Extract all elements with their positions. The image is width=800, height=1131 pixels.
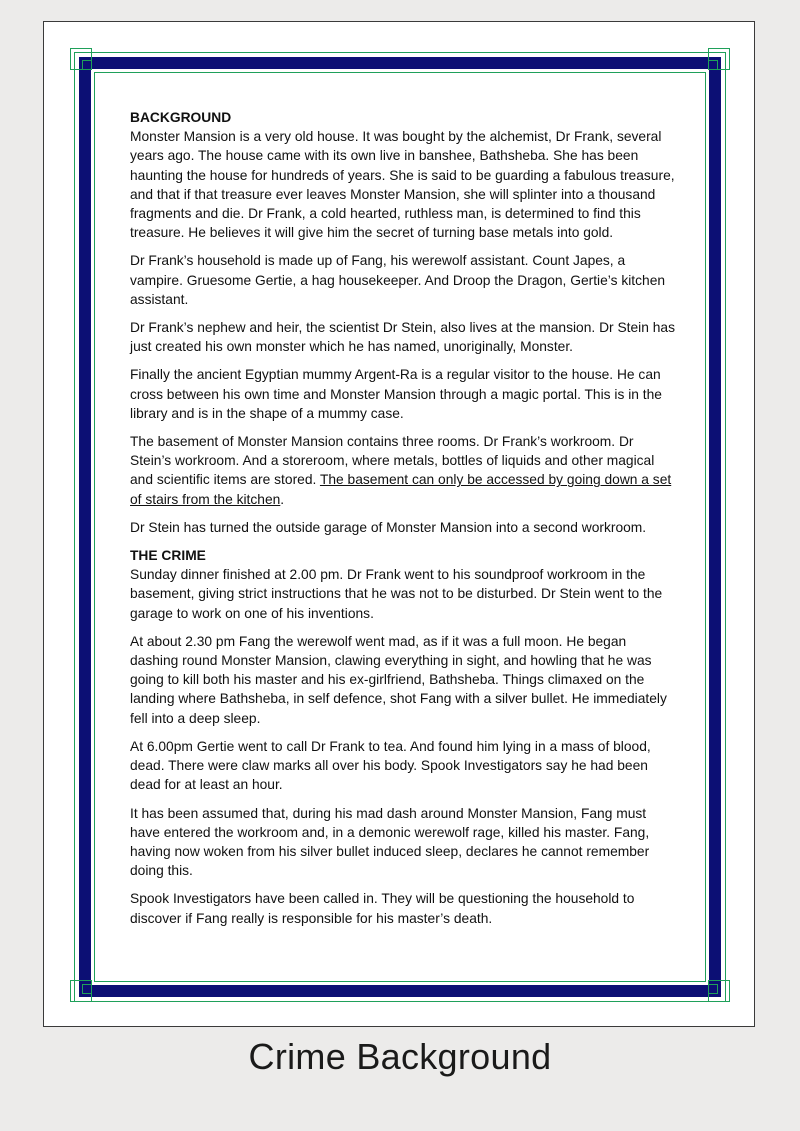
paragraph: Monster Mansion is a very old house. It was bought by the alchemist, Dr Frank, several years ago. The house came with its own live in banshee, Bathsheba. She has been haunting the house for hundreds of years. She is said to be guarding a fabulous treasure, and that if that treasure ever leaves Monster Mansion, she will splinter into a thousand fragments and die. Dr Frank, a cold hearted, ruthless man, is determined to find this treasure. He believes it will give him the secret of turning base metals into gold. <box>130 129 675 241</box>
document-body <box>130 108 675 937</box>
frame-corner-ornament <box>82 60 92 70</box>
paragraph: Finally the ancient Egyptian mummy Argent-Ra is a regular visitor to the house. He can cross between his own time and Monster Mansion through a magic portal. This is in the library and is in the shape of a mummy case. <box>130 367 662 421</box>
paragraph: Spook Investigators have been called in. They will be questioning the household to discover if Fang really is responsible for his master’s death. <box>130 891 635 926</box>
section-heading-crime: THE CRIME <box>130 548 206 564</box>
frame-corner-ornament <box>708 60 718 70</box>
paragraph: It has been assumed that, during his mad dash around Monster Mansion, Fang must have entered the workroom and, in a demonic werewolf rage, killed his master. Fang, having now woken from his silver bullet induced sleep, declares he cannot remember doing this. <box>130 805 650 879</box>
basement-end: . <box>280 491 285 507</box>
page-caption: Crime Background <box>248 1036 552 1077</box>
paragraph: Sunday dinner finished at 2.00 pm. Dr Frank went to his soundproof workroom in the basement, giving strict instructions that he was not to be disturbed. Dr Stein went to the garage to work on one of his inventions. <box>130 567 663 621</box>
paragraph-basement <box>130 432 675 509</box>
basement-underlined-text: The basement can only be accessed by going down a set of stairs from the kitchen <box>130 472 672 507</box>
document-page <box>43 21 755 1027</box>
frame-corner-ornament <box>82 984 92 994</box>
paragraph: Dr Frank’s nephew and heir, the scientist Dr Stein, also lives at the mansion. Dr Stein has just created his own monster which he has named, unoriginally, Monster. <box>130 320 675 355</box>
paragraph: Dr Stein has turned the outside garage of Monster Mansion into a second workroom. <box>130 519 647 535</box>
paragraph: At 6.00pm Gertie went to call Dr Frank to tea. And found him lying in a mass of blood, dead. There were claw marks all over his body. Spook Investigators say he had been dead for at least an hour. <box>130 738 651 793</box>
section-heading-background: BACKGROUND <box>130 110 232 125</box>
frame-corner-ornament <box>708 984 718 994</box>
paragraph: Dr Frank’s household is made up of Fang, his werewolf assistant. Count Japes, a vampire. Gruesome Gertie, a hag housekeeper. And Droop the Dragon, Gertie’s kitchen assistant. <box>130 253 666 307</box>
paragraph: At about 2.30 pm Fang the werewolf went mad, as if it was a full moon. He began dashing round Monster Mansion, clawing everything in sight, and howling that he was going to kill both his master and his ex-girlfriend, Bathsheba. Things climaxed on the landing where Bathsheba, in self defence, shot Fang with a silver bullet. He immediately fell into a deep sleep. <box>130 633 667 726</box>
basement-text: The basement of Monster Mansion contains three rooms. Dr Frank’s workroom. Dr Stein’s workroom. And a storeroom, where metals, bottles of liquids and other magical and scientific items are stored. <box>130 434 655 488</box>
